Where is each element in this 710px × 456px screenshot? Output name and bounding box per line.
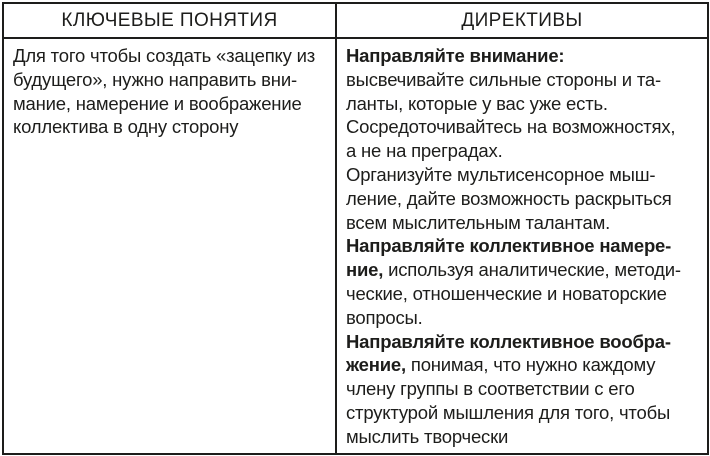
text-run: коллектива в одну сторону bbox=[13, 116, 239, 138]
text-line bbox=[346, 306, 701, 330]
bold-text-run: Направляйте внимание: bbox=[346, 45, 565, 66]
text-run: вопросы. bbox=[346, 306, 423, 328]
text-line bbox=[346, 377, 701, 401]
text-line bbox=[346, 353, 701, 377]
bold-text-run: жение, bbox=[346, 354, 406, 376]
text-run: будущего», нужно направить вни- bbox=[13, 68, 297, 90]
text-run: Организуйте мультисенсорное мыш- bbox=[346, 163, 656, 185]
text-run: ление, дайте возможность раскрыться bbox=[346, 187, 672, 209]
text-line bbox=[13, 44, 329, 68]
text-line bbox=[346, 234, 701, 258]
text-run: ланты, которые у вас уже есть. bbox=[346, 92, 608, 114]
text-line bbox=[13, 68, 329, 92]
text-line bbox=[346, 330, 701, 354]
text-line bbox=[346, 211, 701, 235]
text-line bbox=[346, 139, 701, 163]
text-line bbox=[13, 115, 329, 139]
text-line bbox=[346, 187, 701, 211]
text-run: мание, намерение и воображение bbox=[13, 92, 302, 114]
bold-text-run: ние, bbox=[346, 259, 384, 281]
text-line bbox=[13, 92, 329, 116]
text-run: члену группы в соответствии с его bbox=[346, 378, 635, 400]
concepts-directives-table bbox=[2, 2, 709, 455]
text-line bbox=[346, 163, 701, 187]
text-run: всем мыслительным талантам. bbox=[346, 211, 611, 233]
text-run: понимая, что нужно каждому bbox=[405, 354, 656, 376]
text-run: мыслить творчески bbox=[346, 425, 509, 447]
table-header-row bbox=[3, 3, 708, 38]
text-run: Для того чтобы создать «зацепку из bbox=[13, 45, 316, 66]
text-run: а не на преградах. bbox=[346, 140, 503, 162]
header-key-concepts: КЛЮЧЕВЫЕ ПОНЯТИЯ bbox=[3, 3, 336, 38]
header-directives: ДИРЕКТИВЫ bbox=[336, 3, 708, 38]
text-line bbox=[346, 282, 701, 306]
text-run: Сосредоточивайтесь на возможностях, bbox=[346, 116, 676, 138]
text-line bbox=[346, 258, 701, 282]
text-run: высвечивайте сильные стороны и та- bbox=[346, 68, 661, 90]
text-run: используя аналитические, методи- bbox=[383, 259, 681, 281]
text-line bbox=[346, 115, 701, 139]
text-line bbox=[346, 425, 701, 449]
bold-text-run: Направляйте коллективное намере- bbox=[346, 235, 672, 257]
text-line bbox=[346, 44, 701, 68]
text-line bbox=[346, 68, 701, 92]
text-line bbox=[346, 401, 701, 425]
directives-cell bbox=[336, 38, 708, 454]
key-concepts-cell bbox=[3, 38, 336, 454]
text-line bbox=[346, 92, 701, 116]
text-run: ческие, отношенческие и новаторские bbox=[346, 282, 667, 304]
bold-text-run: Направляйте коллективное вообра- bbox=[346, 330, 671, 352]
text-run: структурой мышления для того, чтобы bbox=[346, 401, 671, 423]
table-body-row bbox=[3, 38, 708, 454]
